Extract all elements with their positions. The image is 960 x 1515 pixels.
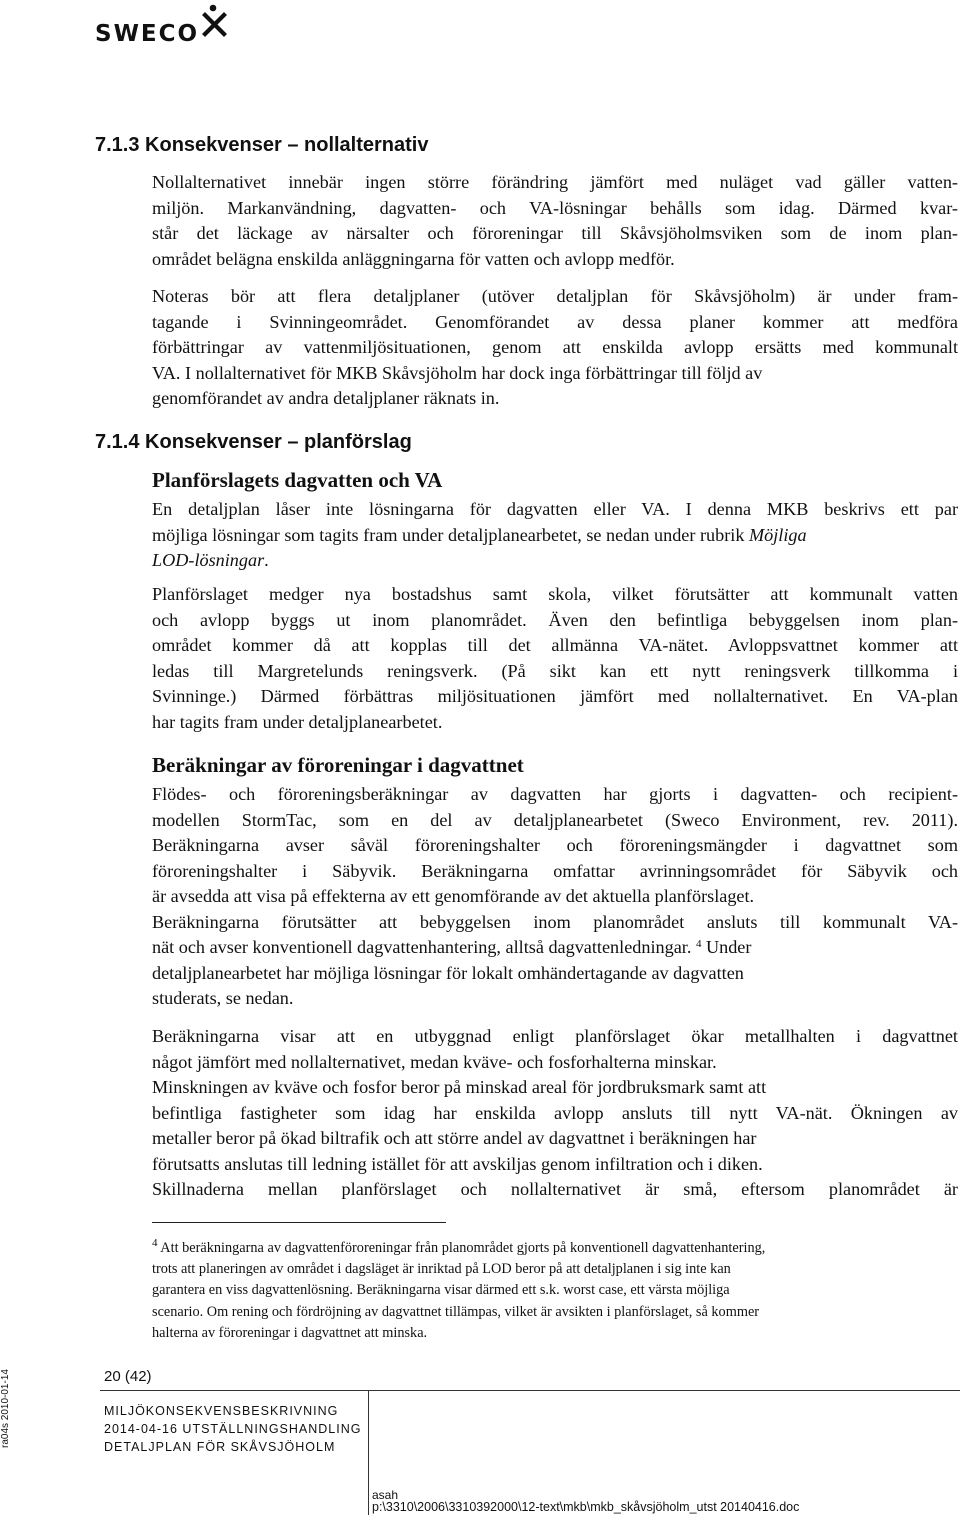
text-line: garantera en viss dagvattenlösning. Beräkningarna visar därmed ett s.k. worst case, ett värsta möjliga	[152, 1282, 730, 1299]
subheading: Planförslagets dagvatten och VA	[152, 468, 443, 492]
text-line	[152, 935, 958, 961]
paragraph	[152, 782, 958, 1012]
text-line: ledas till Margretelunds reningsverk. (På sikt kan ett nytt reningsverk tillkomma i	[152, 660, 958, 681]
footer-file-path: p:\3310\2006\3310392000\12-text\mkb\mkb_skåvsjöholm_utst 20140416.doc	[372, 1500, 800, 1514]
text-line	[152, 548, 958, 574]
text-line: Beräkningarna förutsätter att bebyggelsen inom planområdet ansluts till kommunalt VA-	[152, 911, 958, 932]
text-run: möjliga lösningar som tagits fram under detaljplanearbetet, se nedan under rubrik	[152, 524, 749, 545]
text-line: modellen StormTac, som en del av detaljplanearbetet (Sweco Environment, rev. 2011).	[152, 809, 958, 830]
text-line: Svinninge.) Därmed förbättras miljösituationen jämfört med nollalternativet. En VA-plan	[152, 686, 958, 706]
footer-document-info	[104, 1402, 361, 1456]
sweco-logo	[95, 6, 228, 46]
paragraph	[152, 497, 958, 574]
footer-line: DETALJPLAN FÖR SKÅVSJÖHOLM	[104, 1440, 336, 1454]
text-run: Att beräkningarna av dagvattenföroreningar från planområdet gjorts på konventionell dagvattenhantering,	[160, 1240, 766, 1256]
text-line	[152, 1238, 942, 1259]
text-line: förbättringar av vattenmiljösituationen, genom att enskilda avlopp ersätts med kommunalt	[152, 337, 958, 357]
text-line	[152, 523, 958, 549]
footnote-ref: 4	[695, 938, 702, 950]
text-line: studerats, se nedan.	[152, 988, 294, 1008]
subheading: Beräkningar av föroreningar i dagvattnet	[152, 753, 524, 777]
footnote-divider	[152, 1222, 446, 1223]
text-line: något jämfört med nollalternativet, medan kväve- och fosforhalterna minskar.	[152, 1051, 717, 1072]
sweco-star-icon	[202, 4, 228, 40]
text-line: Flödes- och föroreningsberäkningar av dagvatten har gjorts i dagvatten- och recipient-	[152, 784, 958, 804]
text-line: VA. I nollalternativet för MKB Skåvsjöholm har dock inga förbättringar till följd av	[152, 362, 763, 383]
text-line: förutsatts anslutas till ledning istället för att avskiljas genom infiltration och i diken.	[152, 1153, 763, 1174]
text-line: halterna av föroreningar i dagvattnet att minska.	[152, 1324, 428, 1341]
italic-reference: LOD-lösningar	[152, 550, 265, 570]
text-line: genomförandet av andra detaljplaner räknats in.	[152, 388, 500, 408]
page-number: 20 (42)	[104, 1368, 152, 1385]
text-line: föroreningshalter i Säbyvik. Beräkningarna omfattar avrinningsområdet för Säbyvik och	[152, 860, 958, 881]
text-line: är avsedda att visa på effekterna av ett genomförande av det aktuella planförslaget.	[152, 886, 755, 906]
text-line: miljön. Markanvändning, dagvatten- och VA-lösningar behålls som idag. Därmed kvar-	[152, 197, 958, 218]
text-line: trots att planeringen av området i dagsläget är inriktad på LOD beror på att detaljplanen i sig inte kan	[152, 1261, 731, 1278]
text-line: och avlopp byggs ut inom planområdet. Även den befintliga bebyggelsen inom plan-	[152, 609, 958, 630]
text-line: Beräkningarna visar att en utbyggnad enligt planförslaget ökar metallhalten i dagvattnet	[152, 1026, 958, 1046]
footnote	[152, 1238, 942, 1344]
paragraph	[152, 582, 958, 735]
footer-column-divider	[368, 1390, 369, 1515]
footer-divider	[100, 1390, 960, 1391]
text-line: Noteras bör att flera detaljplaner (utöver detaljplan för Skåvsjöholm) är under fram-	[152, 286, 958, 306]
text-line: Nollalternativet innebär ingen större förändring jämfört med nuläget vad gäller vatten-	[152, 172, 958, 192]
text-line: Minskningen av kväve och fosfor beror på minskad areal för jordbruksmark samt att	[152, 1077, 767, 1097]
logo-text: SWECO	[95, 21, 200, 47]
text-run: Under	[701, 937, 752, 957]
text-line: står det läckage av närsalter och föroreningar till Skåvsjöholmsviken som de inom plan-	[152, 223, 958, 243]
footer-line: MILJÖKONSEKVENSBESKRIVNING	[104, 1404, 339, 1418]
text-line: Skillnaderna mellan planförslaget och nollalternativet är små, eftersom planområdet är	[152, 1179, 958, 1199]
paragraph	[152, 170, 958, 272]
text-run: .	[264, 550, 269, 570]
paragraph	[152, 284, 958, 412]
text-line: befintliga fastigheter som idag har enskilda avlopp ansluts till nytt VA-nät. Ökningen av	[152, 1102, 958, 1123]
paragraph	[152, 1024, 958, 1203]
section-heading-7-1-4: 7.1.4 Konsekvenser – planförslag	[95, 431, 412, 453]
document-template-id: ra04s 2010-01-14	[0, 1369, 11, 1448]
section-heading-7-1-3: 7.1.3 Konsekvenser – nollalternativ	[95, 134, 429, 156]
text-line: En detaljplan låser inte lösningarna för dagvatten eller VA. I denna MKB beskrivs ett par	[152, 499, 958, 519]
text-line: området kommer då att kopplas till det allmänna VA-nätet. Avloppsvattnet kommer att	[152, 635, 958, 655]
text-line: tagande i Svinningeområdet. Genomförandet av dessa planer kommer att medföra	[152, 311, 958, 332]
text-line: området belägna enskilda anläggningarna för vatten och avlopp medför.	[152, 248, 675, 269]
footer-author: asah	[372, 1488, 399, 1502]
footnote-marker: 4	[152, 1237, 158, 1249]
footer-line: 2014-04-16 UTSTÄLLNINGSHANDLING	[104, 1422, 362, 1436]
text-line: Beräkningarna avser såväl föroreningshalter och föroreningsmängder i dagvattnet som	[152, 835, 958, 855]
text-run: nät och avser konventionell dagvattenhantering, alltså dagvattenledningar.	[152, 937, 692, 957]
text-line: scenario. Om rening och fördröjning av dagvattnet tillämpas, vilket är avsikten i planförslaget, så kommer	[152, 1303, 760, 1320]
text-line: metaller beror på ökad biltrafik och att större andel av dagvattnet i beräkningen har	[152, 1128, 757, 1148]
text-line: Planförslaget medger nya bostadshus samt skola, vilket förutsätter att kommunalt vatten	[152, 584, 958, 604]
side-id-container	[0, 1369, 14, 1448]
text-line: har tagits fram under detaljplanearbetet.	[152, 711, 443, 732]
italic-reference: Möjliga	[748, 524, 807, 545]
text-line: detaljplanearbetet har möjliga lösningar för lokalt omhändertagande av dagvatten	[152, 962, 744, 983]
